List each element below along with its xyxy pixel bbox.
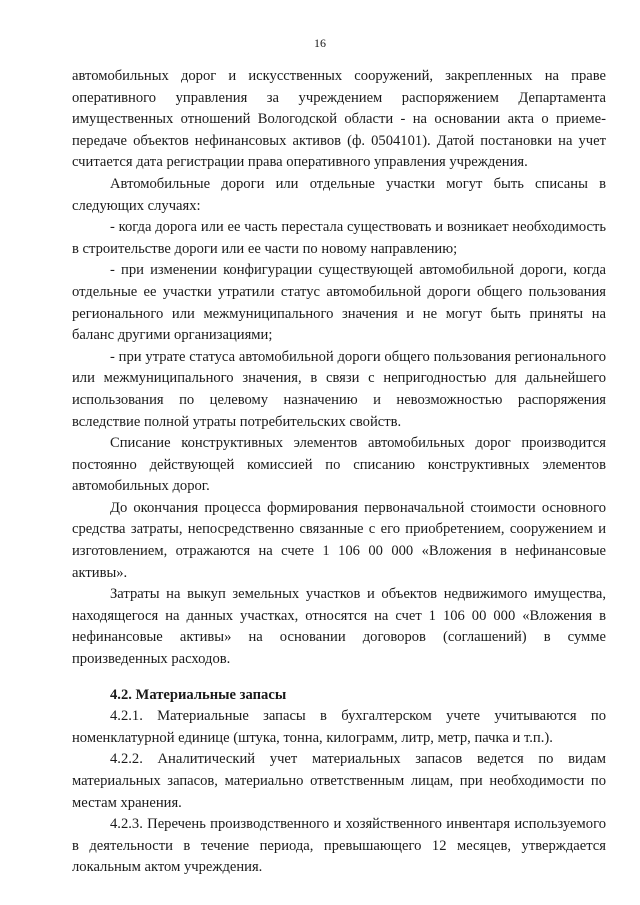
list-item-status-loss: - при утрате статуса автомобильной дороги общего пользования регионального или межмуниципального значения, в связи с непригодностью для дальнейшего использования по целевому назначению и невозможностью распоряжения вследствие полной утраты потребительских свойств. — [72, 348, 606, 430]
paragraph-4-2-1: 4.2.1. Материальные запасы в бухгалтерском учете учитываются по номенклатурной единице (штука, тонна, килограмм, литр, метр, пачка и т.п.). — [72, 708, 606, 746]
paragraph-land-costs: Затраты на выкуп земельных участков и объектов недвижимого имущества, находящегося на данных участках, относятся на счет 1 106 00 000 «Вложения в нефинансовые активы» на основании договоров (соглашений) в сумме произведенных расходов. — [72, 586, 606, 668]
paragraph-4-2-3: 4.2.3. Перечень производственного и хозяйственного инвентаря используемого в деятельности в течение периода, превышающего 12 месяцев, утверждается локальным актом учреждения. — [72, 816, 606, 876]
list-item-road-ceased: - когда дорога или ее часть перестала существовать и возникает необходимость в строительстве дороги или ее части по новому направлению; — [72, 219, 606, 257]
paragraph-initial-cost: До окончания процесса формирования первоначальной стоимости основного средства затраты, непосредственно связанные с его приобретением, сооружением и изготовлением, отражаются на счете 1 106 00 000 «Вложения в нефинансовые активы». — [72, 499, 606, 581]
paragraph-continuation: автомобильных дорог и искусственных сооружений, закрепленных на праве оперативного управления за учреждением распоряжением Департамента имущественных отношений Вологодской области - на основании акта о приеме-передаче объектов нефинансовых активов (ф. 0504101). Датой постановки на учет считается дата регистрации права оперативного управления учреждения. — [72, 68, 606, 171]
paragraph-writeoff-intro: Автомобильные дороги или отдельные участки могут быть списаны в следующих случаях: — [72, 175, 606, 214]
document-body — [72, 66, 606, 879]
page-number: 16 — [314, 36, 326, 50]
list-item-configuration-change: - при изменении конфигурации существующей автомобильной дороги, когда отдельные ее участки утратили статус автомобильной дороги общего пользования регионального или межмуниципального значения и не могут быть приняты на баланс другими организациями; — [72, 262, 606, 344]
section-heading: 4.2. Материальные запасы — [110, 686, 287, 703]
paragraph-4-2-2: 4.2.2. Аналитический учет материальных запасов ведется по видам материальных запасов, материально ответственным лицам, при необходимости по местам хранения. — [72, 751, 606, 811]
paragraph-structural-elements: Списание конструктивных элементов автомобильных дорог производится постоянно действующей комиссией по списанию конструктивных элементов автомобильных дорог. — [72, 435, 606, 495]
